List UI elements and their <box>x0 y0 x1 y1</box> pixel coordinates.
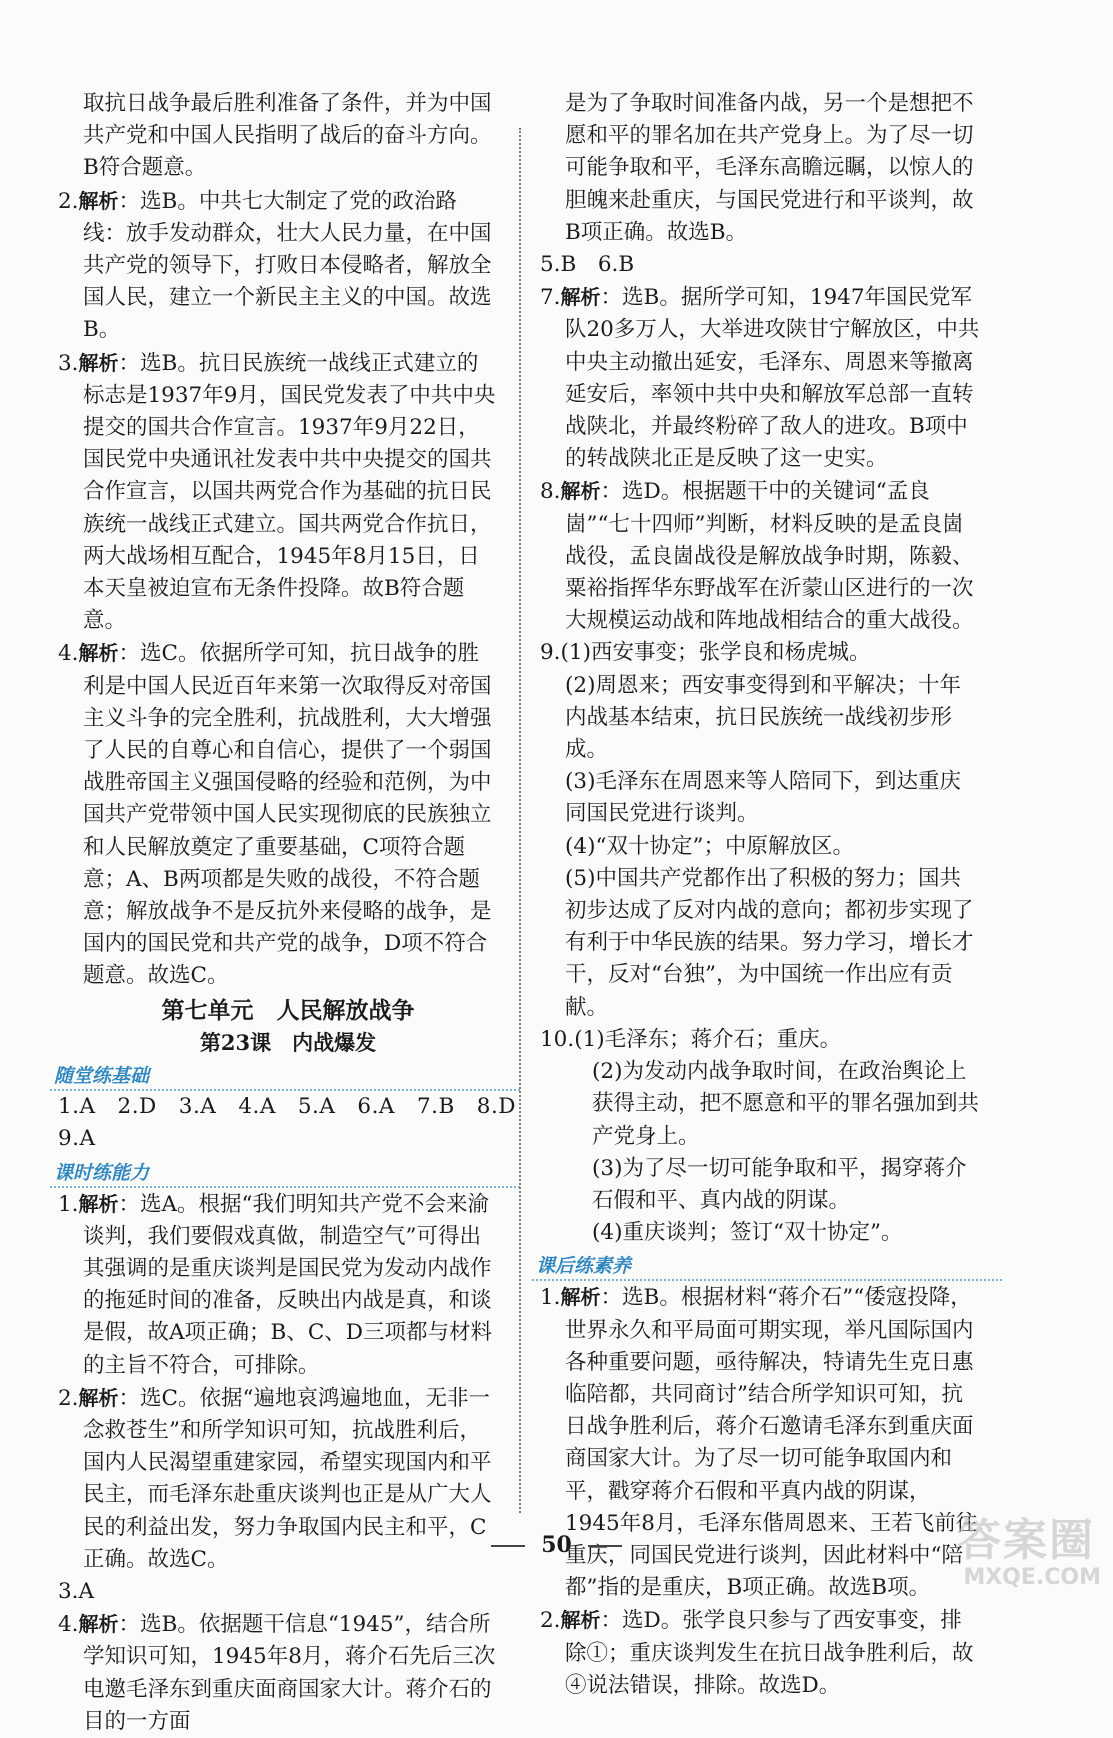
question-3 <box>58 347 498 638</box>
answer-text: ：选B。据所学可知，1947年国民党军队20多万人，大举进攻陕甘宁解放区，中共中央主动撤出延安，毛泽东、周恩来等撤离延安后，率领中共中央和解放军总部一直转战陕北，并最终粉碎了敌人的进攻。B项中的转战陕北正是反映了这一史实。 <box>565 285 980 472</box>
watermark-url: MXQE.COM <box>963 1565 1101 1590</box>
divider <box>50 1089 520 1091</box>
answer-row: 1.A 2.D 3.A 4.A 5.A 6.A 7.B 8.D <box>58 1094 517 1120</box>
keyword-label: 解析 <box>560 479 601 504</box>
left-column <box>54 88 517 1738</box>
answer-text: ：选A。根据“我们明知共产党不会来渝谈判，我们要假戏真做，制造空气”可得出其强调的是重庆谈判是国民党为发动内战作的拖延时间的准备，反映出内战是真，和谈是假，故A项正确；B、C、D三项都与材料的主旨不符合，可排除。 <box>83 1191 493 1378</box>
question-number: 1. <box>58 1191 79 1217</box>
section-heading-ability <box>54 1158 498 1188</box>
question-8 <box>540 475 980 637</box>
question-number: 2. <box>540 1608 561 1634</box>
question-9-part-2: (2)周恩来；西安事变得到和平解决；十年内战基本结束，抗日民族统一战线初步形成。 <box>565 672 961 763</box>
question-9-part-1: 9.(1)西安事变；张学良和杨虎城。 <box>540 640 871 666</box>
section-heading-label: 随堂练基础 <box>54 1065 150 1088</box>
question-10-part-3: (3)为了尽一切可能争取和平，揭穿蒋介石假和平、真内战的阴谋。 <box>592 1155 967 1213</box>
dash-left <box>491 1545 525 1547</box>
question-10-part-4: (4)重庆谈判；签订“双十协定”。 <box>592 1220 903 1246</box>
watermark-text: 答案圈 <box>957 1515 1095 1566</box>
keyword-label: 解析 <box>78 1612 119 1637</box>
divider <box>50 1186 520 1188</box>
section-heading-label: 课时练能力 <box>54 1161 150 1184</box>
question-4 <box>58 1608 498 1738</box>
unit-title: 第七单元 人民解放战争 <box>161 996 415 1024</box>
watermark-logo <box>955 1504 1105 1596</box>
question-9-part-4: (4)“双十协定”；中原解放区。 <box>565 833 854 859</box>
right-column <box>536 88 980 1702</box>
question-7 <box>540 281 980 475</box>
page-number-value: 50 <box>541 1532 572 1558</box>
keyword-label: 解析 <box>78 350 119 375</box>
dash-right <box>588 1545 622 1547</box>
section-heading-literacy <box>536 1251 980 1281</box>
answer-text: ：选B。依据题干信息“1945”，结合所学知识可知，1945年8月，蒋介石先后三次电邀毛泽东到重庆面商国家大计。蒋介石的目的一方面 <box>83 1612 496 1734</box>
section-heading-label: 课后练素养 <box>536 1255 632 1278</box>
answer-text: ：选B。抗日民族统一战线正式建立的标志是1937年9月，国民党发表了中共中央提交的国共合作宣言。1937年9月22日，国民党中央通讯社发表中共中央提交的国共合作宣言，以国共两党合作为基础的抗日民族统一战线正式建立。国共两党合作抗日，两大战场相互配合，1945年8月15日，日本天皇被迫宣布无条件投降。故B符合题意。 <box>83 350 496 634</box>
question-10-part-2: (2)为发动内战争取时间，在政治舆论上获得主动，把不愿意和平的罪名强加到共产党身上。 <box>592 1059 980 1149</box>
question-number: 1. <box>540 1285 561 1311</box>
answer-text: ：选D。根据题干中的关键词“孟良崮”“七十四师”判断，材料反映的是孟良崮战役，孟良崮战役是解放战争时期，陈毅、粟裕指挥华东野战军在沂蒙山区进行的一次大规模运动战和阵地战相结合的重大战役。 <box>565 479 974 634</box>
divider <box>532 1279 1002 1281</box>
page-number <box>0 1532 1113 1558</box>
answer-text: ：选C。依据所学可知，抗日战争的胜利是中国人民近百年来第一次取得反对帝国主义斗争的完全胜利，抗战胜利，大大增强了人民的自尊心和自信心，提供了一个弱国战胜帝国主义强国侵略的经验和范例，为中国共产党带领中国人民实现彻底的民族独立和人民解放奠定了重要基础，C项符合题意；A、B两项都是失败的战役，不符合题意；解放战争不是反抗外来侵略的战争，是国内的国民党和共产党的战争，D项不符合题意。故选C。 <box>83 641 492 989</box>
answer-text: ：选B。根据材料“蒋介石”“倭寇投降，世界永久和平局面可期实现，举凡国际国内各种重要问题，亟待解决，特请先生克日惠临陪都，共同商讨”结合所学知识可知，抗日战争胜利后，蒋介石邀请毛泽东到重庆面商国家大计。为了尽一切可能争取国内和平，戳穿蒋介石假和平真内战的阴谋，1945年8月，毛泽东偕周恩来、王若飞前往重庆，同国民党进行谈判，因此材料中“陪都”指的是重庆，B项正确。故选B项。 <box>565 1285 978 1601</box>
answer-text: ：选B。中共七大制定了党的政治路线：放手发动群众，壮大人民力量，在中国共产党的领导下，打败日本侵略者，解放全国人民，建立一个新民主主义的中国。故选B。 <box>83 188 492 343</box>
question-2 <box>58 185 498 347</box>
lesson-title: 第23课 内战爆发 <box>199 1029 377 1055</box>
question-number: 7. <box>540 285 561 311</box>
keyword-label: 解析 <box>560 1608 601 1633</box>
section-heading-basic <box>54 1061 498 1091</box>
question-number: 8. <box>540 479 561 505</box>
answer-row: 5.B 6.B <box>540 252 635 278</box>
question-4 <box>58 637 498 992</box>
column-divider <box>519 128 521 1513</box>
paragraph: 是为了争取时间准备内战，另一个是想把不愿和平的罪名加在共产党身上。为了尽一切可能争取和平，毛泽东高瞻远瞩，以惊人的胆魄来赴重庆，与国民党进行和平谈判，故B项正确。故选B。 <box>565 91 974 245</box>
answer-row: 9.A <box>58 1126 96 1152</box>
question-number: 4. <box>58 641 79 667</box>
question-9-part-5: (5)中国共产党都作出了积极的努力；国共初步达成了反对内战的意向；都初步实现了有利于中华民族的结果。努力学习，增长才干，反对“台独”，为中国统一作出应有贡献。 <box>565 865 974 1020</box>
keyword-label: 解析 <box>560 1285 601 1310</box>
question-2 <box>540 1604 980 1702</box>
question-3: 3.A <box>58 1578 95 1604</box>
answer-text: ：选C。依据“遍地哀鸿遍地血，无非一念救苍生”和所学知识可知，抗战胜利后，国内人民渴望重建家园，希望实现国内和平民主，而毛泽东赴重庆谈判也正是从广大人民的利益出发，努力争取国内民主和平，C正确。故选C。 <box>83 1385 492 1572</box>
keyword-label: 解析 <box>560 285 601 310</box>
answer-text: ：选D。张学良只参与了西安事变，排除①；重庆谈判发生在抗日战争胜利后，故④说法错误，排除。故选D。 <box>565 1608 974 1698</box>
question-number: 3. <box>58 350 79 376</box>
keyword-label: 解析 <box>78 1191 119 1216</box>
question-number: 2. <box>58 1385 79 1411</box>
question-number: 4. <box>58 1612 79 1638</box>
keyword-label: 解析 <box>78 1385 119 1410</box>
question-1 <box>58 1188 498 1382</box>
question-number: 2. <box>58 188 79 214</box>
question-9-part-3: (3)毛泽东在周恩来等人陪同下，到达重庆同国民党进行谈判。 <box>565 769 961 827</box>
paragraph: 取抗日战争最后胜利准备了条件，并为中国共产党和中国人民指明了战后的奋斗方向。B符合题意。 <box>83 91 492 181</box>
question-10-part-1: 10.(1)毛泽东；蒋介石；重庆。 <box>540 1026 842 1052</box>
keyword-label: 解析 <box>78 641 119 666</box>
keyword-label: 解析 <box>78 188 119 213</box>
